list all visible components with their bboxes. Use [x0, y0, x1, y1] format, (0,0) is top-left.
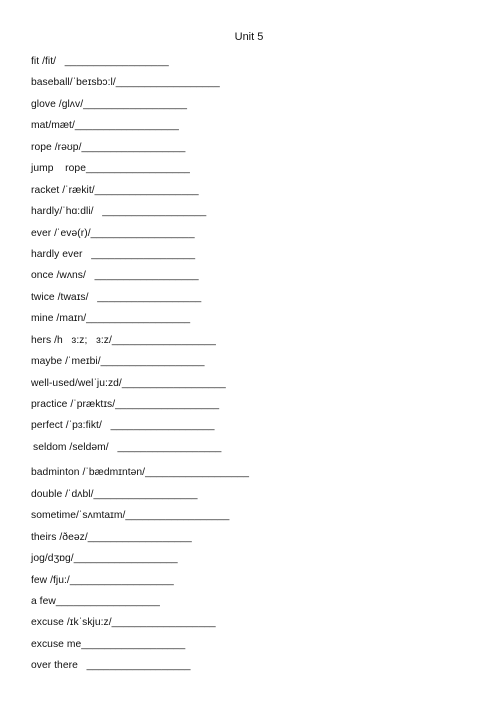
vocabulary-line: over there __________________	[31, 660, 191, 672]
vocabulary-line: twice /twaɪs/ __________________	[31, 291, 202, 303]
vocabulary-line: hardly/ˈhɑ:dli/ __________________	[31, 206, 207, 218]
vocabulary-line: hers /h ɜ:z; ɜ:z/__________________	[31, 334, 216, 346]
vocabulary-line: ever /ˈevə(r)/__________________	[31, 227, 195, 239]
vocabulary-line: practice /ˈpræktɪs/__________________	[31, 399, 220, 410]
vocabulary-line: fit /fit/ __________________	[31, 56, 169, 67]
vocabulary-line: excuse /ɪkˈskju:z/__________________	[31, 617, 216, 629]
vocabulary-line: well-used/welˈju:zd/__________________	[31, 377, 226, 389]
vocabulary-line: racket /ˈrækit/__________________	[31, 184, 199, 196]
vocabulary-line: jog/dʒɒɡ/__________________	[31, 553, 178, 565]
vocabulary-line: excuse me__________________	[31, 638, 186, 650]
vocabulary-line: maybe /ˈmeɪbi/__________________	[31, 356, 205, 368]
vocabulary-line: a few__________________	[31, 595, 160, 607]
vocabulary-line: hardly ever __________________	[31, 248, 196, 260]
vocabulary-line: seldom /seldəm/ __________________	[33, 441, 222, 453]
vocabulary-line: theirs /ðeəz/__________________	[31, 531, 192, 543]
vocabulary-line: sometime/ˈsʌmtaɪm/__________________	[31, 510, 230, 522]
vocabulary-line: once /wʌns/ __________________	[31, 270, 199, 282]
vocabulary-line: glove /ɡlʌv/__________________	[31, 98, 188, 110]
vocabulary-line: mine /maɪn/__________________	[31, 313, 191, 325]
vocabulary-line: few /fju:/__________________	[31, 574, 174, 586]
vocabulary-line: rope /rəʊp/__________________	[31, 141, 186, 153]
vocabulary-line: mat/mæt/__________________	[31, 120, 179, 132]
vocabulary-line: baseball/ˈbeɪsbɔ:l/__________________	[31, 77, 220, 89]
vocabulary-line: jump rope__________________	[31, 163, 190, 175]
vocabulary-line: badminton /ˈbædmɪntən/__________________	[31, 467, 250, 479]
vocabulary-list	[31, 51, 471, 677]
vocabulary-line: perfect /ˈpɜ:fikt/ __________________	[31, 420, 215, 432]
vocabulary-line: double /ˈdʌbl/__________________	[31, 488, 198, 500]
page-title: Unit 5	[234, 31, 264, 43]
